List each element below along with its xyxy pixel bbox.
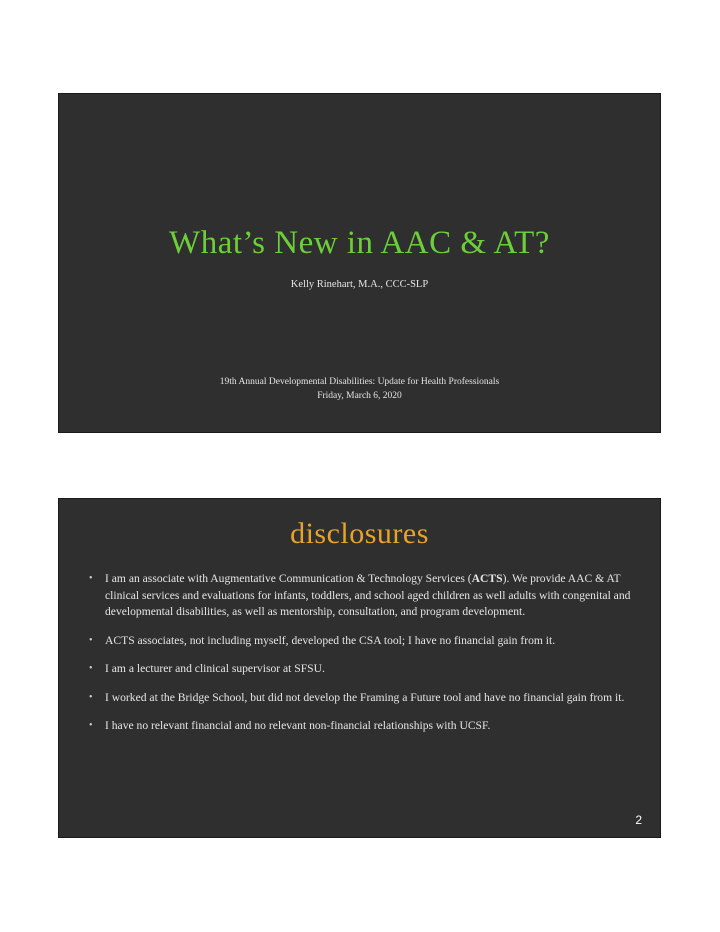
list-item [89,633,640,650]
bullet-icon: • [89,634,93,646]
list-item [89,571,640,621]
bullet-icon: • [89,720,93,731]
bullet-text: I worked at the Bridge School, but did not develop the Framing a Future tool and have no financial gain from it. [105,690,625,704]
slide-2-title: disclosures [290,517,429,550]
slide-1-author: Kelly Rinehart, M.A., CCC-SLP [290,279,429,290]
list-item [89,690,640,707]
bullet-text-post: ). We provide AAC & AT clinical services and evaluations for infants, toddlers, and school aged children as well adults with congenital and developmental disabilities, as well as mentorship, consultation, and program development. [105,572,631,618]
list-item [89,718,640,735]
bullet-text-pre: I am an associate with Augmentative Communication & Technology Services ( [105,572,472,585]
list-item [89,661,640,678]
disclosure-list [89,571,640,747]
page-number: 2 [635,813,642,827]
slide-1 [58,93,661,433]
event-name: 19th Annual Developmental Disabilities: Update for Health Professionals [219,377,500,387]
bullet-text-bold: ACTS [471,572,503,585]
bullet-icon: • [89,573,93,584]
bullet-text: I have no relevant financial and no relevant non-financial relationships with UCSF. [105,719,491,732]
bullet-icon: • [89,663,93,674]
slide-1-event [59,375,660,403]
bullet-text: ACTS associates, not including myself, developed the CSA tool; I have no financial gain from it. [105,633,556,647]
bullet-icon: • [89,691,93,703]
slide-1-title: What’s New in AAC & AT? [169,225,550,261]
slide-2 [58,498,661,838]
bullet-text: I am a lecturer and clinical supervisor at SFSU. [105,662,325,675]
event-date: Friday, March 6, 2020 [317,391,402,401]
